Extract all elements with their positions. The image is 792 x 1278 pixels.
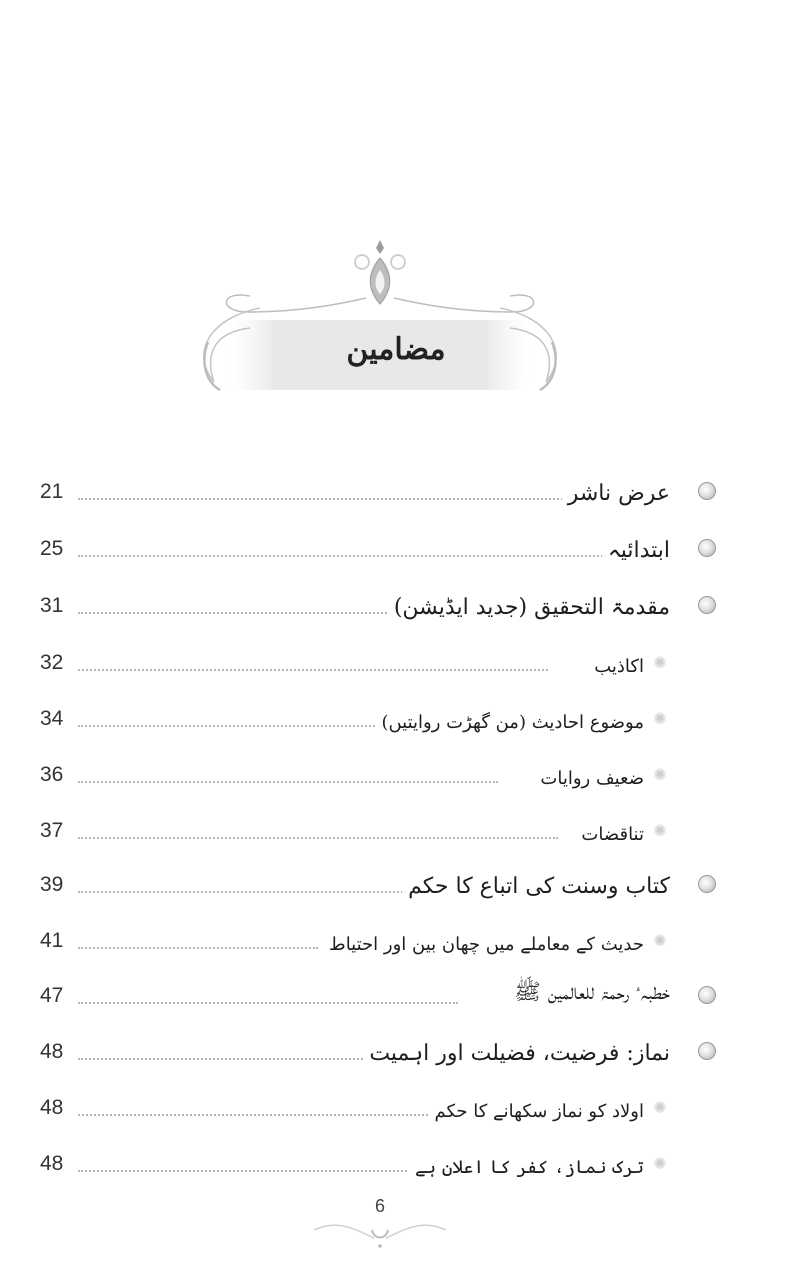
- toc-entry-title: موضوع احادیث (من گھڑت روایتیں): [375, 712, 644, 733]
- star-bullet-icon: ✺: [653, 709, 667, 728]
- toc-entry[interactable]: [40, 974, 730, 1014]
- toc-page-number: 47: [40, 984, 64, 1007]
- toc-page-number: 32: [40, 651, 64, 674]
- toc-page-number: 48: [40, 1152, 64, 1175]
- toc-page-number: 48: [40, 1096, 64, 1119]
- page-number: 6: [374, 1196, 385, 1216]
- dotted-leader: [78, 891, 438, 893]
- toc-entry-title: خطبہٴ رحمۃ للعالمین ﷺ: [508, 978, 670, 1010]
- disc-bullet-icon: [698, 875, 716, 893]
- toc-entry-title: عرض ناشر: [562, 481, 670, 506]
- toc-entry[interactable]: [40, 470, 730, 510]
- toc-entry-title: مقدمۃ التحقیق (جدید ایڈیشن): [388, 595, 670, 620]
- dotted-leader: [78, 669, 548, 671]
- disc-bullet-icon: [698, 986, 716, 1004]
- header-ornament: [190, 232, 570, 402]
- toc-page-number: 48: [40, 1040, 64, 1063]
- toc-entry-title: ترک نماز، کفر کا اعلان ہے: [409, 1157, 644, 1178]
- star-bullet-icon: ✺: [653, 653, 667, 672]
- page-title: مضامین: [346, 332, 446, 367]
- disc-bullet-icon: [698, 539, 716, 557]
- dotted-leader: [78, 725, 398, 727]
- dotted-leader: [78, 1114, 448, 1116]
- dotted-leader: [78, 837, 558, 839]
- toc-entry[interactable]: [40, 1142, 730, 1182]
- toc-entry-title: ضعیف روایات: [534, 768, 644, 789]
- dotted-leader: [78, 1002, 458, 1004]
- toc-entry[interactable]: [40, 697, 730, 737]
- toc-page-number: 25: [40, 537, 64, 560]
- toc-page-number: 41: [40, 929, 64, 952]
- dotted-leader: [78, 947, 318, 949]
- toc-entry[interactable]: [40, 753, 730, 793]
- toc-page-number: 39: [40, 873, 64, 896]
- star-bullet-icon: ✺: [653, 931, 667, 950]
- toc-entry-title: حدیث کے معاملے میں چھان بین اور احتیاط: [323, 934, 644, 955]
- toc-entry-title: ابتدائیہ: [602, 538, 670, 563]
- toc-page-number: 31: [40, 594, 64, 617]
- toc-page-number: 36: [40, 763, 64, 786]
- star-bullet-icon: ✺: [653, 1098, 667, 1117]
- toc-page-number: 21: [40, 480, 64, 503]
- toc-entry-title: تناقضات: [575, 824, 644, 845]
- disc-bullet-icon: [698, 1042, 716, 1060]
- toc-entry[interactable]: [40, 1086, 730, 1126]
- page-footer: [300, 1196, 460, 1256]
- dotted-leader: [78, 781, 498, 783]
- dotted-leader: [78, 498, 578, 500]
- toc-entry[interactable]: [40, 863, 730, 903]
- dotted-leader: [78, 1170, 438, 1172]
- toc-entry[interactable]: [40, 919, 730, 959]
- toc-entry[interactable]: [40, 527, 730, 567]
- toc-page-number: 34: [40, 707, 64, 730]
- toc-entry[interactable]: [40, 584, 730, 624]
- toc-entry[interactable]: [40, 1030, 730, 1070]
- toc-entry-title: کتاب وسنت کی اتباع کا حکم: [402, 874, 670, 899]
- ornament-frame-icon: [190, 232, 570, 402]
- toc-page-number: 37: [40, 819, 64, 842]
- disc-bullet-icon: [698, 482, 716, 500]
- dotted-leader: [78, 555, 618, 557]
- star-bullet-icon: ✺: [653, 1154, 667, 1173]
- toc-entry-title: نماز: فرضیت، فضیلت اور اہمیت: [363, 1041, 670, 1066]
- toc-entry[interactable]: [40, 809, 730, 849]
- disc-bullet-icon: [698, 596, 716, 614]
- toc-entry-title: اکاذیب: [588, 656, 644, 677]
- star-bullet-icon: ✺: [653, 765, 667, 784]
- toc-entry[interactable]: [40, 641, 730, 681]
- toc-entry-title: اولاد کو نماز سکھانے کا حکم: [428, 1101, 644, 1122]
- star-bullet-icon: ✺: [653, 821, 667, 840]
